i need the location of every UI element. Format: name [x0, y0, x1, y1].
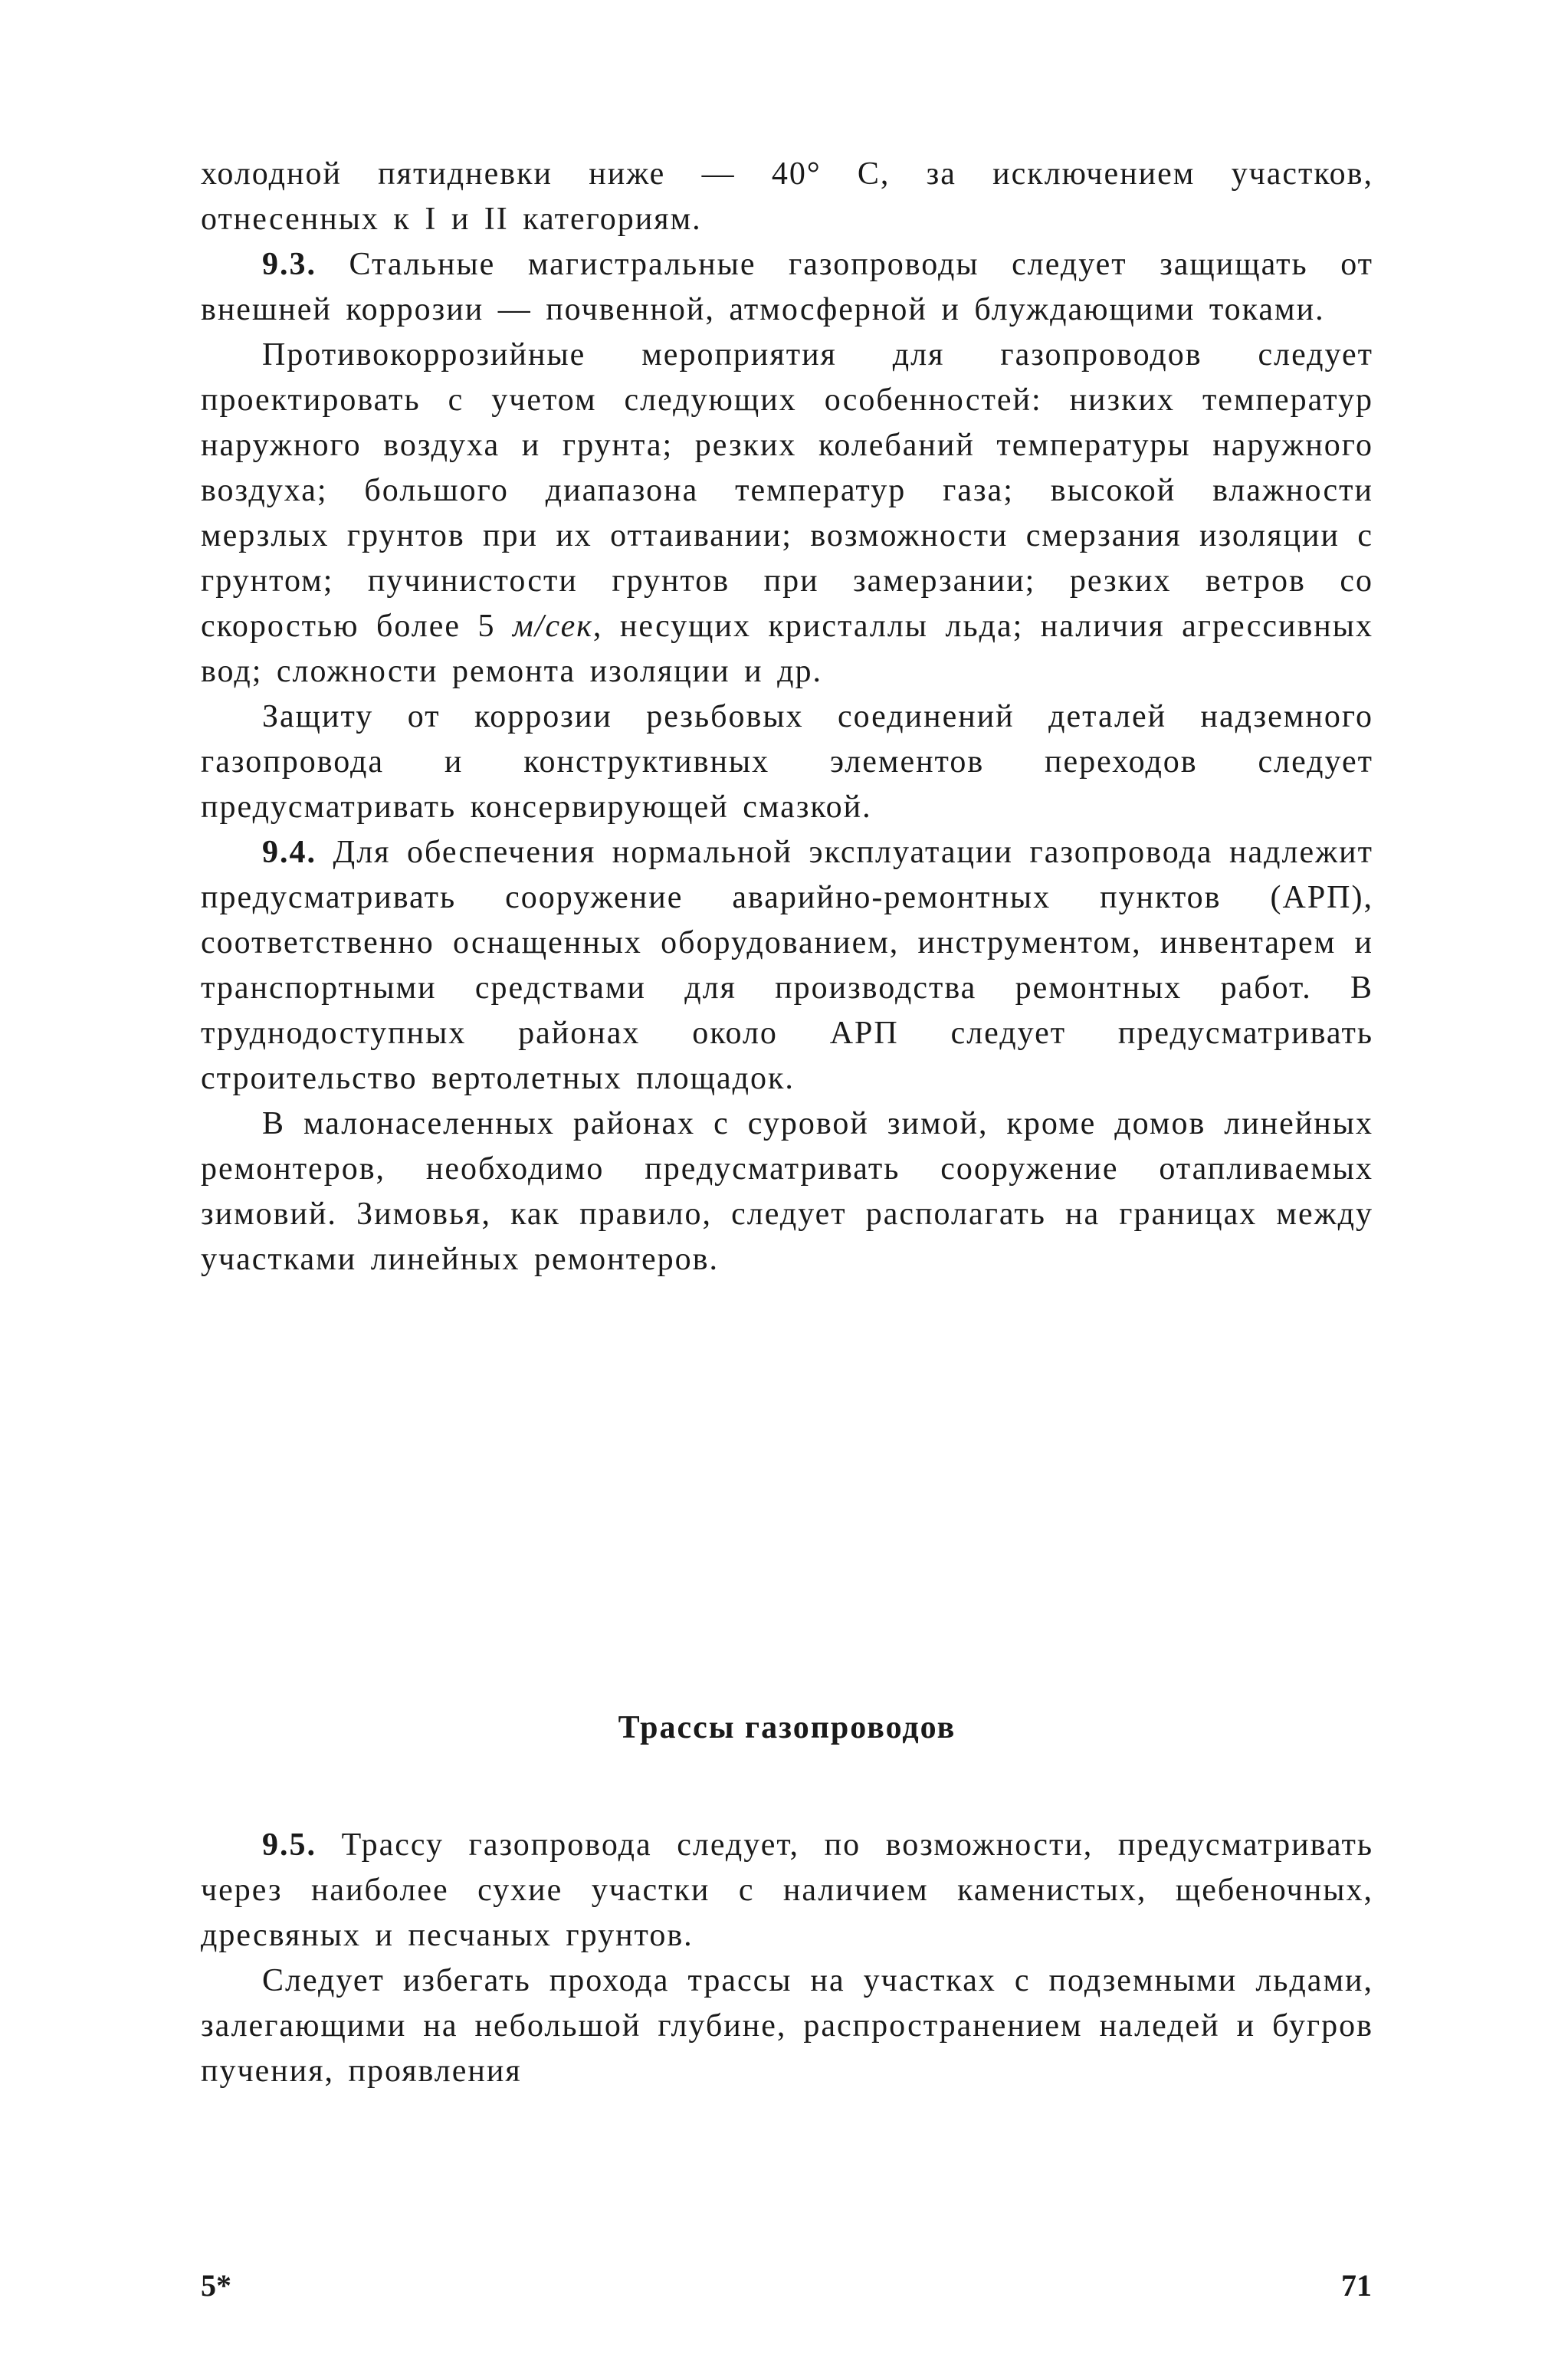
paragraph-winter-huts [201, 1101, 1373, 1282]
page-number: 71 [1341, 2268, 1372, 2303]
signature-mark: 5* [201, 2268, 231, 2303]
paragraph-text: Защиту от коррозии резьбовых соединений деталей надземного газопровода и конструктивных элементов переходов следует предусматривать консервирующей смазкой. [201, 699, 1373, 825]
clause-number: 9.5. [262, 1827, 317, 1863]
section-heading: Трассы газопроводов [618, 1710, 956, 1745]
clause-9-5 [201, 1823, 1373, 1958]
clause-9-4 [201, 830, 1373, 1101]
clause-9-3 [201, 242, 1373, 333]
paragraph-text: Для обеспечения нормальной эксплуатации газопровода надлежит предусматривать сооружение аварийно-ремонтных пунктов (АРП), соответственно оснащенных оборудованием, инструментом, инвентарем и транспортными средствами для производства ремонтных работ. В труднодоступных районах около АРП следует предусматривать строительство вертолетных площадок. [201, 835, 1373, 1096]
paragraph-text: Следует избегать прохода трассы на участках с подземными льдами, залегающими на небольшой глубине, распространением наледей и бугров пучения, проявления [201, 1963, 1373, 2089]
paragraph-continuation [201, 152, 1373, 242]
clause-number: 9.4. [262, 835, 317, 870]
paragraph-text: В малонаселенных районах с суровой зимой, кроме домов линейных ремонтеров, необходимо предусматривать сооружение отапливаемых зимовий. Зимовья, как правило, следует располагать на границах между участками линейных ремонтеров. [201, 1106, 1373, 1277]
paragraph-text: Стальные магистральные газопроводы следует защищать от внешней коррозии — почвенной, атмосферной и блуждающими токами. [201, 247, 1373, 327]
unit-text: м/сек [513, 609, 593, 644]
paragraph-text: Противокоррозийные мероприятия для газопроводов следует проектировать с учетом следующих особенностей: низких температур наружного воздуха и грунта; резких колебаний температуры наружного воздуха; большого диапазона температур газа; высокой влажности мерзлых грунтов при их оттаивании; возможности смерзания изоляции с грунтом; пучинистости грунтов при замерзании; резких ветров со скоростью более 5 [201, 337, 1373, 644]
clause-number: 9.3. [262, 247, 317, 282]
body-text-top [201, 152, 1373, 1282]
body-text-bottom [201, 1823, 1373, 2094]
paragraph-corrosion-measures [201, 333, 1373, 694]
paragraph-text: , несущих кристаллы льда; наличия агрессивных вод; сложности ремонта изоляции и др. [201, 609, 1373, 689]
paragraph-thread-protection [201, 694, 1373, 830]
paragraph-route-avoidance [201, 1958, 1373, 2094]
paragraph-text: холодной пятидневки ниже — 40° С, за исключением участков, отнесенных к I и II категориям. [201, 156, 1373, 237]
paragraph-text: Трассу газопровода следует, по возможности, предусматривать через наиболее сухие участки с наличием каменистых, щебеночных, дресвяных и песчаных грунтов. [201, 1827, 1373, 1953]
